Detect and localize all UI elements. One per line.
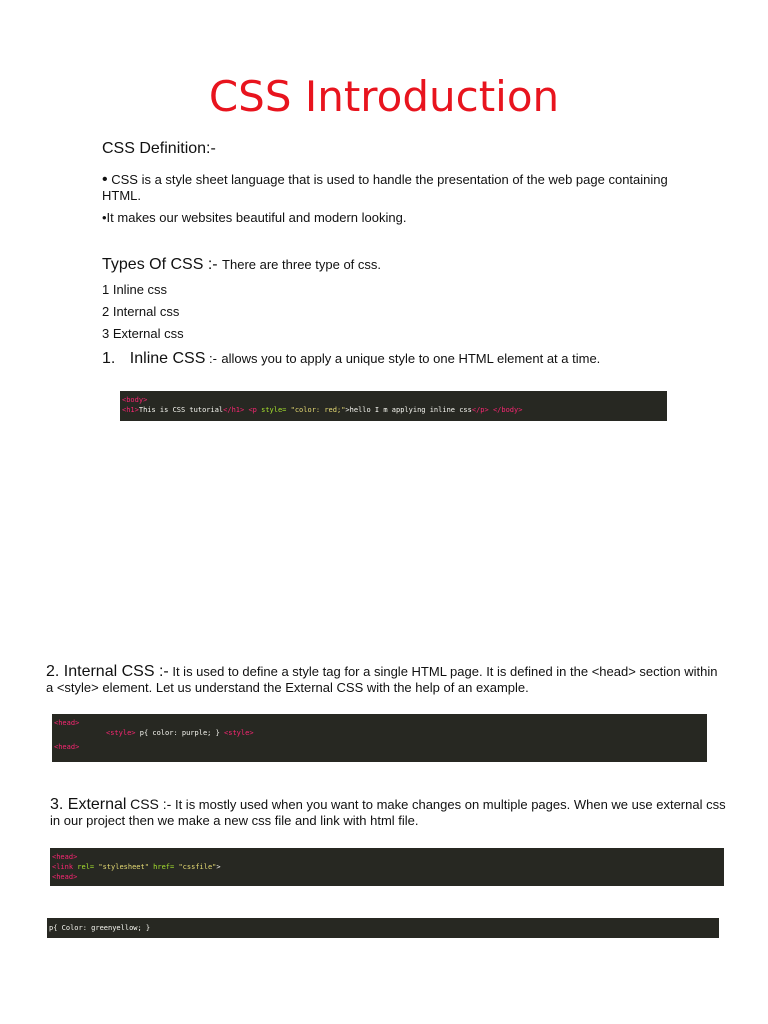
inline-code-block xyxy=(120,391,667,421)
code-attr: rel= xyxy=(73,863,95,871)
css-file-code-block xyxy=(47,918,719,938)
code-line xyxy=(122,395,665,405)
code-string: "color: red;" xyxy=(286,406,346,414)
bullet-mark: • xyxy=(102,171,108,188)
code-tag: <style> xyxy=(106,729,136,737)
internal-paragraph xyxy=(46,664,726,696)
code-text: > xyxy=(216,863,221,871)
code-line xyxy=(54,718,705,728)
code-string: "cssfile" xyxy=(174,863,217,871)
code-tag: <head> xyxy=(52,873,78,881)
code-tag: <head> xyxy=(54,719,80,727)
code-line xyxy=(54,728,705,738)
code-text: p{ color: purple; } xyxy=(135,729,225,737)
external-heading-b: CSS :- xyxy=(130,796,172,812)
definition-bullet-2: •It makes our websites beautiful and modern looking. xyxy=(102,210,407,225)
code-tag: </body> xyxy=(492,406,523,414)
definition-bullet-1 xyxy=(102,172,682,204)
definition-heading: CSS Definition:- xyxy=(102,140,216,157)
code-tag: <style> xyxy=(224,729,254,737)
code-text: hello I m applying inline css xyxy=(349,406,472,414)
types-subtitle: There are three type of css. xyxy=(222,257,382,272)
code-text: p{ Color: greenyellow; } xyxy=(49,924,151,932)
code-tag: <head> xyxy=(52,853,78,861)
code-line xyxy=(122,405,665,415)
code-line xyxy=(54,742,705,752)
code-line xyxy=(52,852,722,862)
inline-separator: :- xyxy=(205,351,217,366)
inline-number: 1. xyxy=(102,350,116,367)
code-line xyxy=(52,872,722,882)
internal-code-block xyxy=(52,714,707,762)
types-list-item: 1 Inline css xyxy=(102,282,168,297)
code-line xyxy=(52,862,722,872)
code-tag: <head> xyxy=(54,743,80,751)
code-tag: <h1> xyxy=(122,406,139,414)
types-heading: Types Of CSS :- xyxy=(102,256,218,273)
inline-heading-row xyxy=(102,350,600,368)
code-text: This is CSS tutorial xyxy=(138,406,224,414)
code-tag: <body> xyxy=(122,396,148,404)
external-paragraph xyxy=(50,796,730,829)
types-heading-row xyxy=(102,256,381,274)
code-tag: <link xyxy=(52,863,74,871)
external-heading: 3. External xyxy=(50,796,127,813)
code-attr: style= xyxy=(256,406,287,414)
code-text: > xyxy=(345,406,350,414)
code-tag: </p> xyxy=(471,406,489,414)
code-tag: <p xyxy=(248,406,257,414)
internal-text: It is used to define a style tag for a single HTML page. It is defined in the <head> section within a <style> element. Let us understand the External CSS with the help of an example. xyxy=(46,664,718,695)
code-attr: href= xyxy=(148,863,175,871)
code-string: "stylesheet" xyxy=(94,863,149,871)
inline-heading: Inline CSS xyxy=(129,350,206,367)
bullet-1-text: CSS is a style sheet language that is used to handle the presentation of the web page containing HTML. xyxy=(102,172,668,203)
internal-heading: 2. Internal CSS :- xyxy=(46,663,169,680)
external-text: It is mostly used when you want to make changes on multiple pages. When we use external css in our project then we make a new css file and link with html file. xyxy=(50,797,726,828)
inline-text: allows you to apply a unique style to one HTML element at a time. xyxy=(221,351,601,366)
code-tag: </h1> xyxy=(223,406,245,414)
page-title: CSS Introduction xyxy=(208,72,560,121)
types-list-item: 2 Internal css xyxy=(102,304,180,319)
external-code-block xyxy=(50,848,724,886)
types-list-item: 3 External css xyxy=(102,326,184,341)
